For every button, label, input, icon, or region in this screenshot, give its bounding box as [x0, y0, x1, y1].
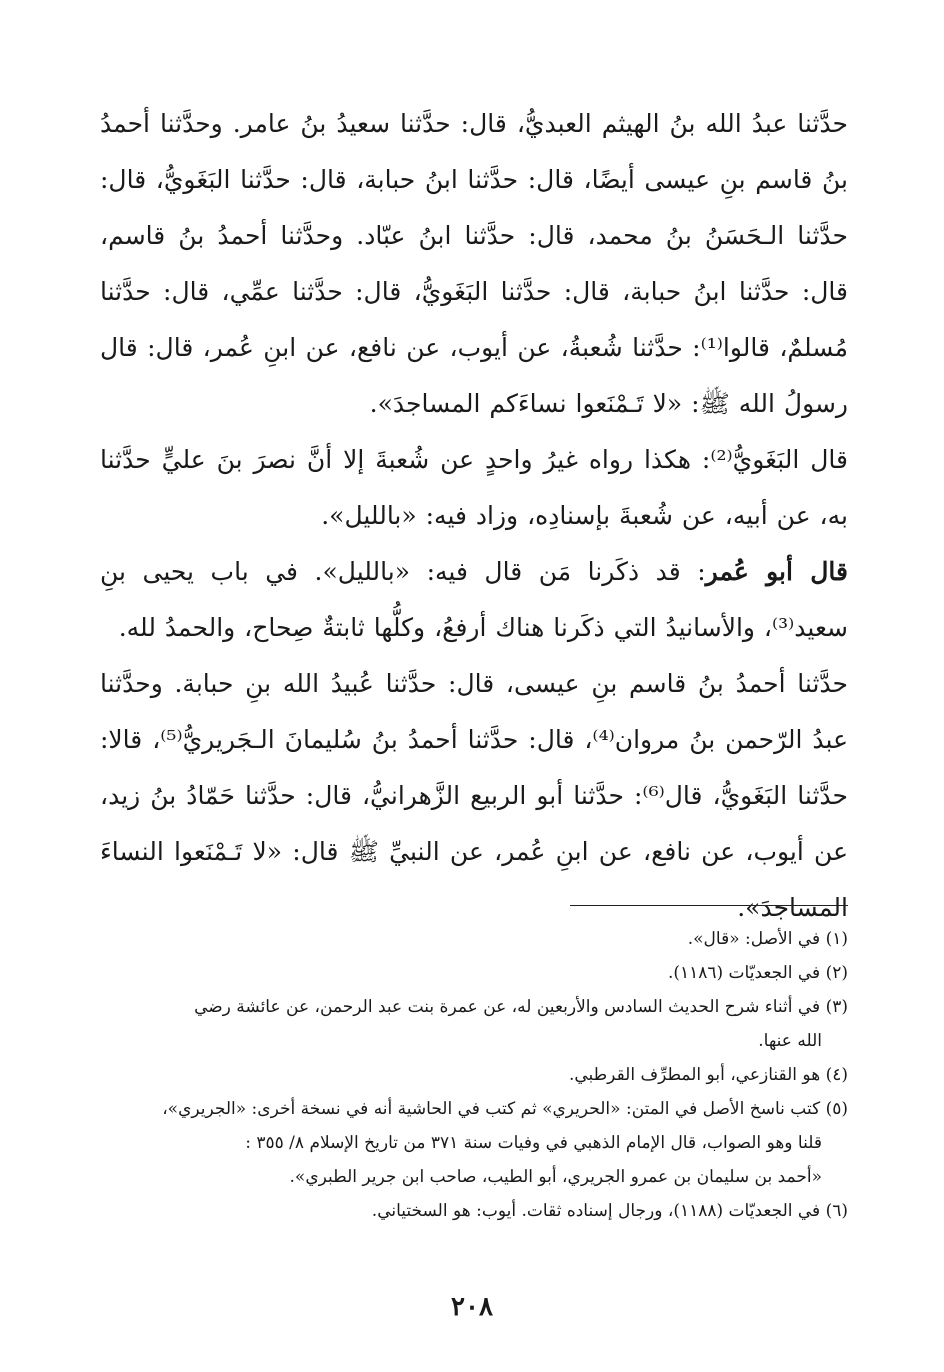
footnote-3-continuation: الله عنها. — [758, 1031, 822, 1051]
abu-umar-rest: : قد ذكَرنا مَن قال فيه: «بالليل». في باب يحيى بنِ سعيد⁽³⁾، و — [100, 557, 848, 642]
main-text — [100, 96, 848, 936]
footnote-divider — [570, 905, 848, 906]
paragraph-baghawi-comment: قال البَغَويُّ⁽²⁾: هكذا رواه غيرُ واحدٍ عن شُعبةَ إلا أنَّ نصرَ بنَ عليٍّ حدَّثنا به، عن أبيه، عن شُعبةَ بإسنادِه، وزاد فيه: «بالليل». — [100, 445, 848, 530]
abu-umar-continuation: الأسانيدُ التي ذكَرنا هناك أرفعُ، وكلُّها ثابتةٌ صِحاح، والحمدُ لله. — [118, 613, 743, 642]
paragraph-abu-umar — [100, 544, 848, 656]
footnote-5: (٥) كتب ناسخ الأصل في المتن: «الحريري» ثم كتب في الحاشية أنه في نسخة أخرى: «الجريري»، — [162, 1099, 848, 1119]
abu-umar-lead: قال أبو عُمر — [705, 557, 848, 586]
footnote-5-continuation-1: قلنا وهو الصواب، قال الإمام الذهبي في وفيات سنة ٣٧١ من تاريخ الإسلام ٨/ ٣٥٥ : — [245, 1133, 822, 1153]
footnote-2: (٢) في الجعديّات (١١٨٦). — [667, 963, 848, 983]
footnote-5-continuation-2: «أحمد بن سليمان بن عمرو الجريري، أبو الطيب، صاحب ابن جرير الطبري». — [289, 1167, 822, 1187]
paragraph-isnad-2: حدَّثنا أحمدُ بنُ قاسم بنِ عيسى، قال: حدَّثنا عُبيدُ الله بنِ حبابة. وحدَّثنا عبدُ الرّحمن بنُ مروان⁽⁴⁾، قال: حدَّثنا أحمدُ بنُ سُليمانَ الـجَريريُّ⁽⁵⁾، قالا: حدَّثنا البَغَويُّ، قال⁽⁶⁾: حدَّثنا أبو الربيع الزَّهرانيُّ، قال: حدَّثنا حَمّادُ بنُ زيد، عن أيوب، عن نافع، عن ابنِ عُمر، عن النبيِّ ﷺ قال: «لا تَـمْنَعوا النساءَ المساجدَ». — [100, 669, 848, 922]
paragraph-isnad-1: حدَّثنا عبدُ الله بنُ الهيثم العبديُّ، قال: حدَّثنا سعيدُ بنُ عامر. وحدَّثنا أحمدُ بنُ قاسم بنِ عيسى أيضًا، قال: حدَّثنا ابنُ حبابة، قال: حدَّثنا البَغَويُّ، قال: حدَّثنا الـحَسَنُ بنُ محمد، قال: حدَّثنا ابنُ عبّاد. وحدَّثنا أحمدُ بنُ قاسم، قال: حدَّثنا ابنُ حبابة، قال: حدَّثنا البَغَويُّ، قال: حدَّثنا عمِّي، قال: حدَّثنا مُسلمٌ، قالوا⁽¹⁾: حدَّثنا شُعبةُ، عن أيوب، عن نافع، عن ابنِ عُمر، قال: قال رسولُ الله ﷺ: «لا تَـمْنَعوا نساءَكم المساجدَ». — [100, 109, 848, 418]
footnote-3: (٣) في أثناء شرح الحديث السادس والأربعين له، عن عمرة بنت عبد الرحمن، عن عائشة رضي — [194, 997, 848, 1017]
page-number: ٢٠٨ — [451, 1292, 493, 1322]
footnote-4: (٤) هو القنازعي، أبو المطرِّف القرطبي. — [568, 1065, 848, 1085]
footnote-6: (٦) في الجعديّات (١١٨٨)، ورجال إسناده ثقات. أيوب: هو السختياني. — [371, 1201, 848, 1221]
footnote-1: (١) في الأصل: «قال». — [687, 929, 848, 949]
footnotes — [100, 922, 848, 1228]
